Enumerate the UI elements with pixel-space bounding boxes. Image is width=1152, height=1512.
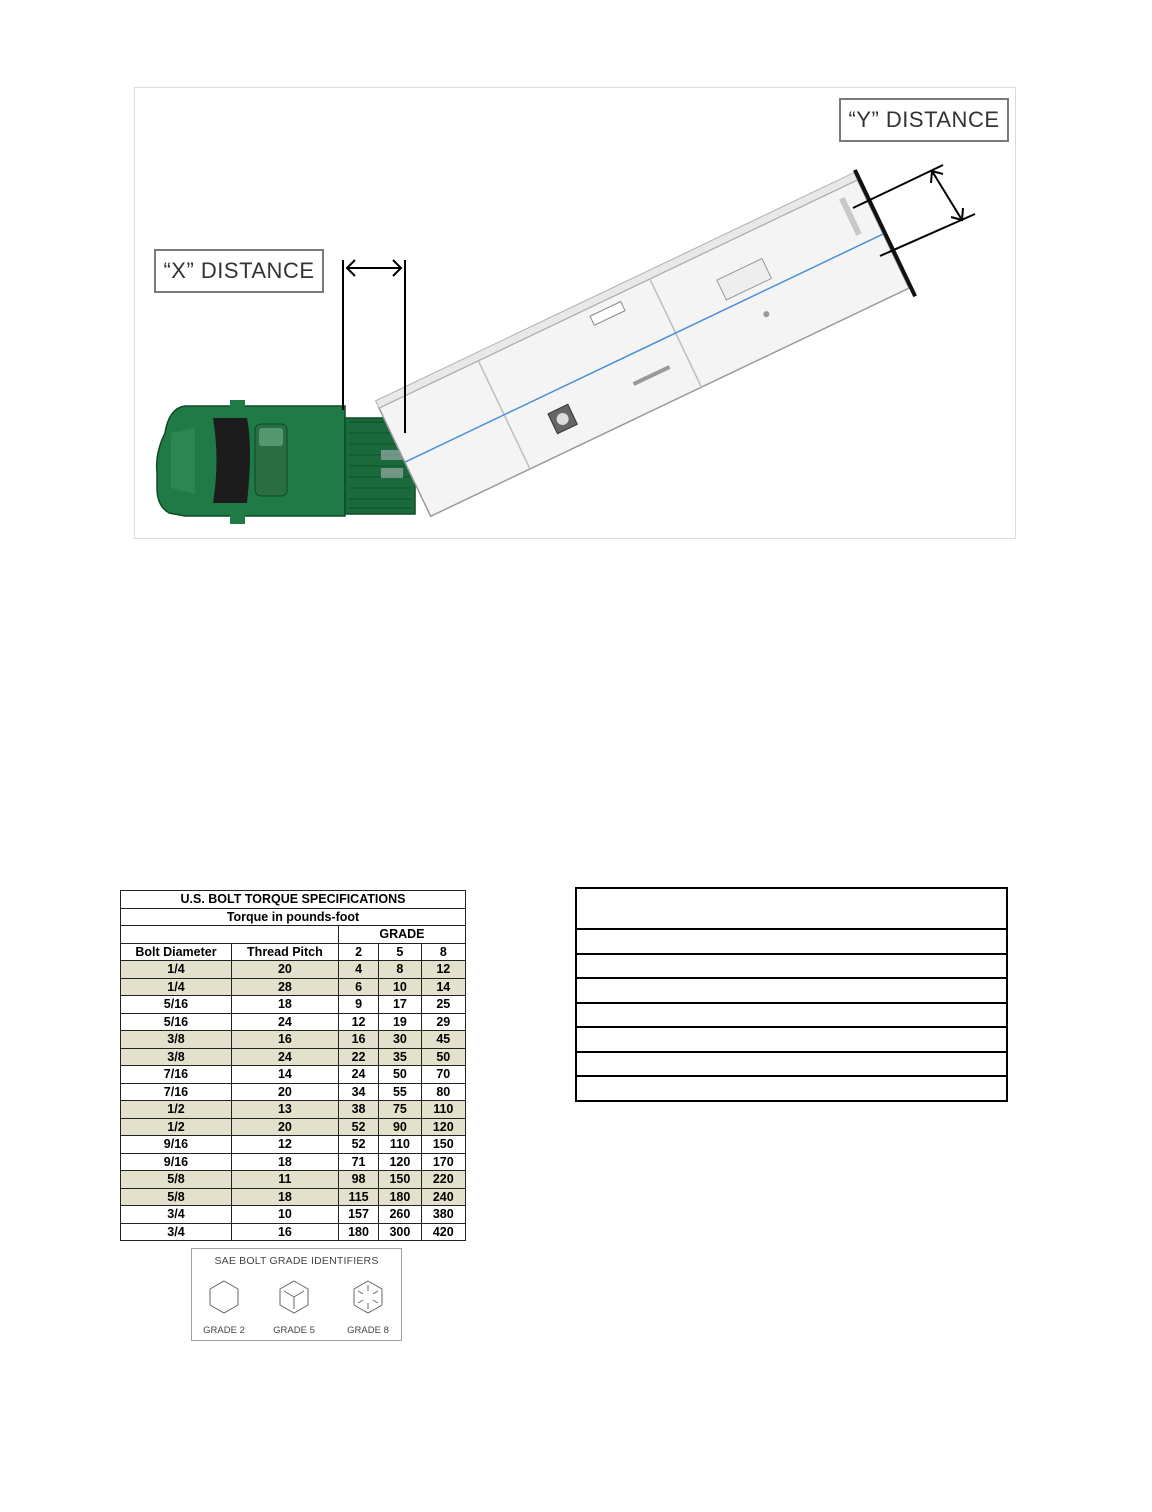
cell-bolt-diameter: 5/8 — [121, 1188, 232, 1206]
table-row — [121, 996, 466, 1014]
cell-thread-pitch: 28 — [231, 978, 338, 996]
cell-grade-5: 110 — [379, 1136, 421, 1154]
cell-grade-2: 6 — [338, 978, 378, 996]
cell-grade-5: 30 — [379, 1031, 421, 1049]
cell-grade-8: 14 — [421, 978, 465, 996]
cell-grade-8: 380 — [421, 1206, 465, 1224]
cell-thread-pitch: 13 — [231, 1101, 338, 1119]
table-row — [121, 1206, 466, 1224]
table-row — [121, 1048, 466, 1066]
cell-grade-8: 240 — [421, 1188, 465, 1206]
cell-bolt-diameter: 7/16 — [121, 1083, 232, 1101]
table-row — [121, 1171, 466, 1189]
cell-grade-5: 300 — [379, 1223, 421, 1241]
blank-row — [577, 1051, 1006, 1076]
cell-grade-8: 420 — [421, 1223, 465, 1241]
cell-thread-pitch: 18 — [231, 1188, 338, 1206]
cell-bolt-diameter: 9/16 — [121, 1136, 232, 1154]
sae-grade-identifiers — [191, 1248, 402, 1341]
table-row — [121, 1101, 466, 1119]
table-row — [121, 1118, 466, 1136]
blank-row — [577, 953, 1006, 978]
cell-grade-8: 120 — [421, 1118, 465, 1136]
grade-5-label: GRADE 5 — [273, 1325, 315, 1336]
x-distance-label: “X” DISTANCE — [154, 249, 324, 293]
cell-grade-8: 150 — [421, 1136, 465, 1154]
cell-bolt-diameter: 3/8 — [121, 1031, 232, 1049]
column-headers — [121, 943, 466, 961]
blank-row — [577, 1002, 1006, 1027]
cell-bolt-diameter: 5/16 — [121, 1013, 232, 1031]
hex-plain-icon — [206, 1279, 242, 1315]
cell-grade-2: 4 — [338, 961, 378, 979]
cell-grade-5: 150 — [379, 1171, 421, 1189]
cell-bolt-diameter: 5/8 — [121, 1171, 232, 1189]
cell-bolt-diameter: 3/4 — [121, 1223, 232, 1241]
cell-thread-pitch: 12 — [231, 1136, 338, 1154]
header-thread-pitch: Thread Pitch — [231, 943, 338, 961]
cell-grade-2: 12 — [338, 1013, 378, 1031]
cell-grade-2: 24 — [338, 1066, 378, 1084]
cell-grade-5: 55 — [379, 1083, 421, 1101]
table-row — [121, 1083, 466, 1101]
cell-grade-2: 38 — [338, 1101, 378, 1119]
cell-thread-pitch: 10 — [231, 1206, 338, 1224]
cell-thread-pitch: 24 — [231, 1013, 338, 1031]
cell-thread-pitch: 16 — [231, 1031, 338, 1049]
cell-grade-2: 52 — [338, 1118, 378, 1136]
header-grade-5: 5 — [379, 943, 421, 961]
cell-grade-5: 50 — [379, 1066, 421, 1084]
cell-bolt-diameter: 1/4 — [121, 978, 232, 996]
hex-3-line-icon — [276, 1279, 312, 1315]
cell-grade-8: 220 — [421, 1171, 465, 1189]
cell-grade-5: 260 — [379, 1206, 421, 1224]
cell-grade-5: 120 — [379, 1153, 421, 1171]
cell-thread-pitch: 20 — [231, 1083, 338, 1101]
cell-thread-pitch: 20 — [231, 961, 338, 979]
table-row — [121, 1066, 466, 1084]
cell-thread-pitch: 20 — [231, 1118, 338, 1136]
truck-body-illustration — [135, 88, 1016, 539]
blank-row — [577, 977, 1006, 1002]
table-subtitle: Torque in pounds-foot — [121, 908, 466, 926]
cell-thread-pitch: 11 — [231, 1171, 338, 1189]
grade-2-label: GRADE 2 — [203, 1325, 245, 1336]
header-grade-2: 2 — [338, 943, 378, 961]
cell-grade-2: 180 — [338, 1223, 378, 1241]
hex-6-line-icon — [350, 1279, 386, 1315]
table-title: U.S. BOLT TORQUE SPECIFICATIONS — [121, 891, 466, 909]
cell-grade-8: 12 — [421, 961, 465, 979]
cell-bolt-diameter: 3/8 — [121, 1048, 232, 1066]
cell-grade-5: 75 — [379, 1101, 421, 1119]
bolt-torque-table — [120, 890, 466, 1241]
cell-grade-8: 70 — [421, 1066, 465, 1084]
table-row — [121, 978, 466, 996]
cell-grade-8: 45 — [421, 1031, 465, 1049]
cell-thread-pitch: 14 — [231, 1066, 338, 1084]
cell-bolt-diameter: 5/16 — [121, 996, 232, 1014]
cell-thread-pitch: 18 — [231, 996, 338, 1014]
cell-grade-2: 115 — [338, 1188, 378, 1206]
cell-bolt-diameter: 3/4 — [121, 1206, 232, 1224]
blank-row — [577, 1026, 1006, 1051]
cell-thread-pitch: 16 — [231, 1223, 338, 1241]
cell-grade-2: 52 — [338, 1136, 378, 1154]
cell-grade-5: 17 — [379, 996, 421, 1014]
cell-grade-2: 34 — [338, 1083, 378, 1101]
cell-grade-8: 50 — [421, 1048, 465, 1066]
header-bolt-diameter: Bolt Diameter — [121, 943, 232, 961]
table-row — [121, 1188, 466, 1206]
cell-grade-8: 170 — [421, 1153, 465, 1171]
cell-thread-pitch: 24 — [231, 1048, 338, 1066]
header-grade-8: 8 — [421, 943, 465, 961]
blank-row — [577, 1075, 1006, 1100]
cell-bolt-diameter: 1/2 — [121, 1118, 232, 1136]
blank-row — [577, 928, 1006, 953]
service-body-icon — [375, 170, 915, 525]
cell-bolt-diameter: 7/16 — [121, 1066, 232, 1084]
sae-title: SAE BOLT GRADE IDENTIFIERS — [214, 1255, 379, 1267]
cell-grade-2: 71 — [338, 1153, 378, 1171]
cell-grade-8: 25 — [421, 996, 465, 1014]
cell-grade-5: 19 — [379, 1013, 421, 1031]
y-distance-label: “Y” DISTANCE — [839, 98, 1009, 142]
cell-grade-5: 90 — [379, 1118, 421, 1136]
table-row — [121, 1013, 466, 1031]
cell-bolt-diameter: 1/2 — [121, 1101, 232, 1119]
blank-row — [577, 889, 1006, 928]
cell-bolt-diameter: 9/16 — [121, 1153, 232, 1171]
cell-grade-2: 98 — [338, 1171, 378, 1189]
cell-grade-8: 110 — [421, 1101, 465, 1119]
table-row — [121, 1223, 466, 1241]
blank-form-table — [575, 887, 1008, 1102]
cell-grade-2: 9 — [338, 996, 378, 1014]
table-row — [121, 1031, 466, 1049]
cell-grade-5: 8 — [379, 961, 421, 979]
cell-grade-5: 180 — [379, 1188, 421, 1206]
cell-grade-2: 157 — [338, 1206, 378, 1224]
table-row — [121, 1153, 466, 1171]
cell-grade-2: 16 — [338, 1031, 378, 1049]
grade-8-label: GRADE 8 — [347, 1325, 389, 1336]
pickup-truck-icon — [157, 400, 415, 524]
truck-body-diagram — [134, 87, 1016, 539]
table-row — [121, 1136, 466, 1154]
cell-grade-2: 22 — [338, 1048, 378, 1066]
cell-grade-8: 29 — [421, 1013, 465, 1031]
cell-grade-5: 10 — [379, 978, 421, 996]
cell-grade-8: 80 — [421, 1083, 465, 1101]
cell-grade-5: 35 — [379, 1048, 421, 1066]
cell-bolt-diameter: 1/4 — [121, 961, 232, 979]
grade-header: GRADE — [338, 926, 465, 944]
table-row — [121, 961, 466, 979]
header-spacer — [121, 926, 339, 944]
cell-thread-pitch: 18 — [231, 1153, 338, 1171]
